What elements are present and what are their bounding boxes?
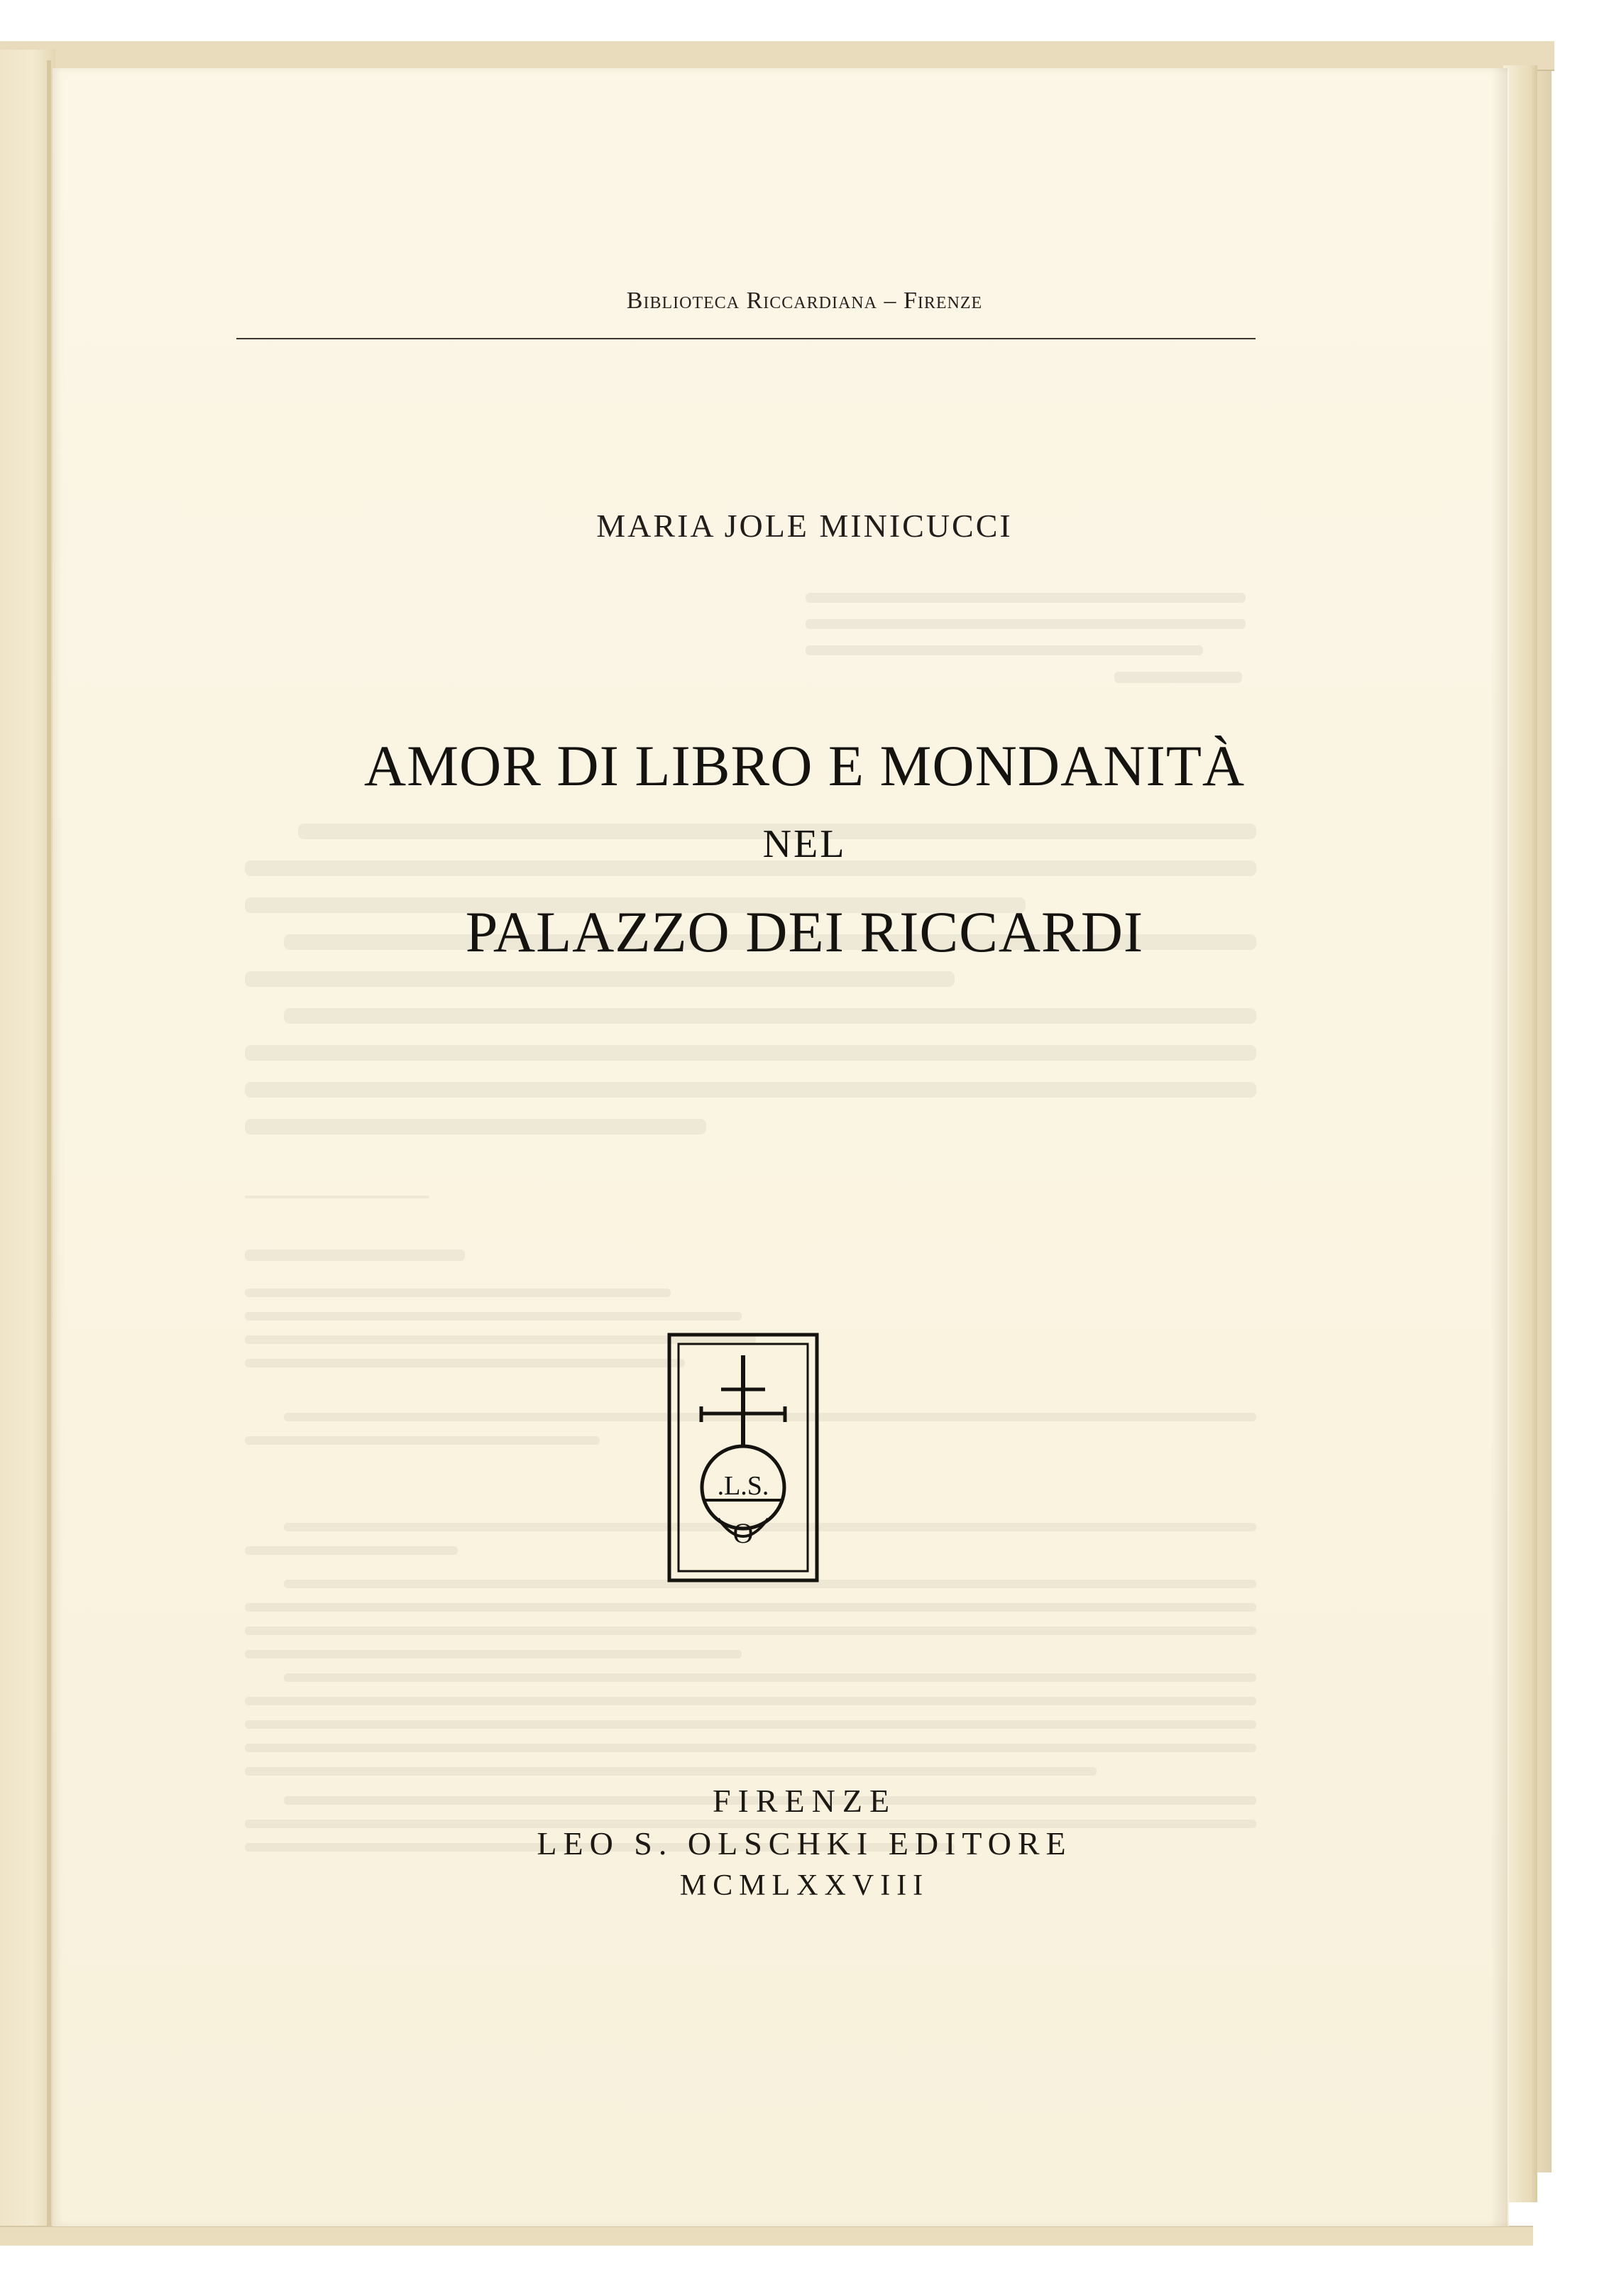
imprint-city: FIRENZE (712, 1783, 897, 1819)
title-line-1: AMOR DI LIBRO E MONDANITÀ (363, 733, 1246, 798)
header-rule (236, 338, 1256, 339)
mark-lower-letter: O (732, 1517, 754, 1549)
cross-and-orb-printer-mark-icon (667, 1333, 819, 1582)
imprint-year: MCMLXXVIII (679, 1869, 930, 1902)
author-name: MARIA JOLE MINICUCCI (596, 508, 1013, 544)
mark-letters: .L.S. (717, 1471, 769, 1501)
imprint-publisher: LEO S. OLSCHKI EDITORE (537, 1825, 1072, 1862)
title-line-2: NEL (762, 822, 847, 866)
title-line-3: PALAZZO DEI RICCARDI (465, 900, 1144, 964)
series-heading: Biblioteca Riccardiana – Firenze (626, 288, 983, 314)
